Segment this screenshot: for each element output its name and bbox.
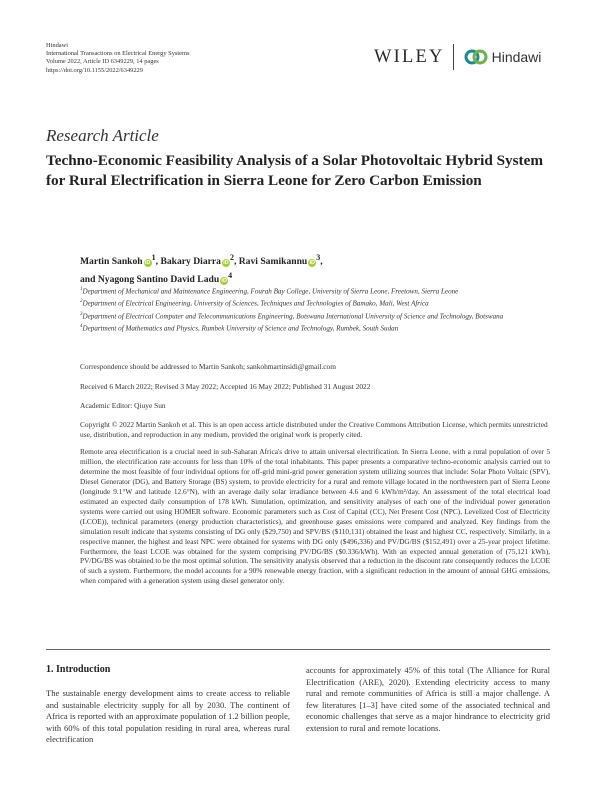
intro-column-left: The sustainable energy development aims to create access to reliable and sustainable electricity supply for all by 2030. The continent of Africa is reported with an approximate population of 1.2 billion people, with 60% of this total population residing in rural area, whereas rural electrification [46, 688, 290, 745]
correspondence: Correspondence should be addressed to Martin Sankoh; sankohmartinsidi@gmail.com [80, 362, 336, 371]
author-affiliation-number: 1 [151, 253, 156, 262]
intro-column-right: accounts for approximately 45% of this total (The Alliance for Rural Electrification (ARE), 2020). Extending electricity access to many rural and remote communities of Africa is still a major challenge. A few literatures [1–3] have cited some of the associated technical and economic challenges that serve as a major hindrance to electricity grid extension to rural and remote locations. [306, 665, 550, 733]
affiliation-list [80, 285, 550, 334]
author-affiliation-number: 3 [316, 253, 321, 262]
abstract: Remote area electrification is a crucial need in sub-Saharan Africa's drive to attain universal electrification. In Sierra Leone, with a rural population of over 5 million, the electrification rate accounts for less than 10% of the total inhabitants. This paper presents a comparative techno-economic analysis carried out to determine the most feasible of four individual options for off-grid mini-grid power generation system utilizing sources that include: Solar Photo Voltaic (SPV), Diesel Generator (DG), and Battery Storage (BS) system, to provide electricity for a rural and remote village located in the northwestern part of Sierra Leone (longitude 9.1°W and latitude 12.6°N), with an average daily solar irradiance between 4.6 and 6 kWh/m²/day. An assessment of the total electrical load estimated an expected daily consumption of 178 kWh. Simulation, optimization, and sensitivity analyses of each one of the individual power generation systems were carried out using HOMER software. Economic parameters such as Cost of Capital (CC), Net Present Cost (NPC), Levelized Cost of Electricity (LCOE)), technical parameters (energy production characteristics), and greenhouse gases emissions were compared and analyzed. Key findings from the simulation result indicate that systems consisting of DG only ($29,750) and SPV/BS ($110,131) obtained the least and highest CC, respectively. Similarly, in a respective manner, the highest and least NPC were obtained for systems with DG only ($496,336) and PV/DG/BS ($152,491) over a 25-year project lifetime. Furthermore, the least LCOE was obtained for the system comprising PV/DG/BS ($0.336/kWh). With an expected annual generation of (75,121 kWh), PV/DG/BS was obtained to be the most optimal solution. The sensitivity analysis observed that a reduction in the discount rate consequently reduces the LCOE of such a system. Furthermore, the model accounts for a 90% renewable energy fraction, with a significant reduction in the amount of annual GHG emissions, when compared with a generation system using diesel generator only. [80, 447, 550, 586]
affiliation-item: $^3$Department of Electrical Computer and Telecommunications Engineering, Botswana International University of Science and Technology, Botswana [80, 311, 504, 320]
section-divider [46, 649, 550, 650]
hindawi-logo-text: Hindawi [491, 49, 542, 65]
author-affiliation-number: 4 [228, 271, 233, 281]
affiliation-item: $^1$Department of Mechanical and Maintenance Engineering, Fourah Bay College, University of Sierra Leone, Freetown, Sierra Leone [80, 287, 459, 296]
author-name: Ravi Samikannu [238, 256, 308, 268]
logo-divider [453, 44, 454, 70]
wiley-logo: WILEY [374, 46, 445, 67]
publication-dates: Received 6 March 2022; Revised 3 May 2022; Accepted 16 May 2022; Published 31 August 2022 [80, 382, 371, 391]
publisher-name: Hindawi [46, 42, 69, 49]
author-name: Martin Sankoh [80, 256, 143, 268]
academic-editor: Academic Editor: Qiuye Sun [80, 401, 166, 410]
author-name: and Nyagong Santino David Ladu [80, 274, 220, 286]
orcid-icon[interactable]: iD [223, 260, 229, 267]
orcid-icon[interactable]: iD [144, 260, 151, 267]
journal-name: International Transactions on Electrical Energy Systems [46, 50, 190, 58]
article-type: Research Article [46, 126, 159, 145]
article-meta [46, 42, 189, 75]
author-list: Martin Sankoh $iD^1$, Bakary Diarra $iD^2$, Ravi Samikannu $iD^3$, and Nyagong Santino David Ladu $iD^4$ [80, 253, 323, 286]
publisher-logos [374, 44, 541, 70]
affiliation-item: $^2$Department of Electrical Engineering, University of Sciences, Techniques and Technologies of Bamako, Mali, West Africa [80, 299, 429, 308]
affiliation-item: $^4$Department of Mathematics and Physics, Rumbek University of Science and Technology, Rumbek, South Sudan [80, 323, 399, 333]
section-heading: 1. Introduction [46, 664, 111, 675]
author-name: Bakary Diarra [160, 256, 221, 268]
copyright-notice: Copyright © 2022 Martin Sankoh et al. This is an open access article distributed under the Creative Commons Attribution License, which permits unrestricted use, distribution, and reproduction in any medium, provided the original work is properly cited. [80, 420, 548, 439]
orcid-icon[interactable]: iD [309, 260, 315, 267]
hindawi-logo-icon [464, 49, 488, 65]
volume-line: Volume 2022, Article ID 6349229, 14 pages [46, 58, 159, 66]
author-affiliation-number: 2 [229, 253, 234, 262]
article-title: Techno-Economic Feasibility Analysis of a Solar Photovoltaic Hybrid System for Rural Electrification in Sierra Leone for Zero Carbon Emission [46, 152, 543, 189]
orcid-icon[interactable]: iD [221, 278, 227, 285]
doi-link[interactable]: https://doi.org/10.1155/2022/6349229 [46, 66, 143, 74]
